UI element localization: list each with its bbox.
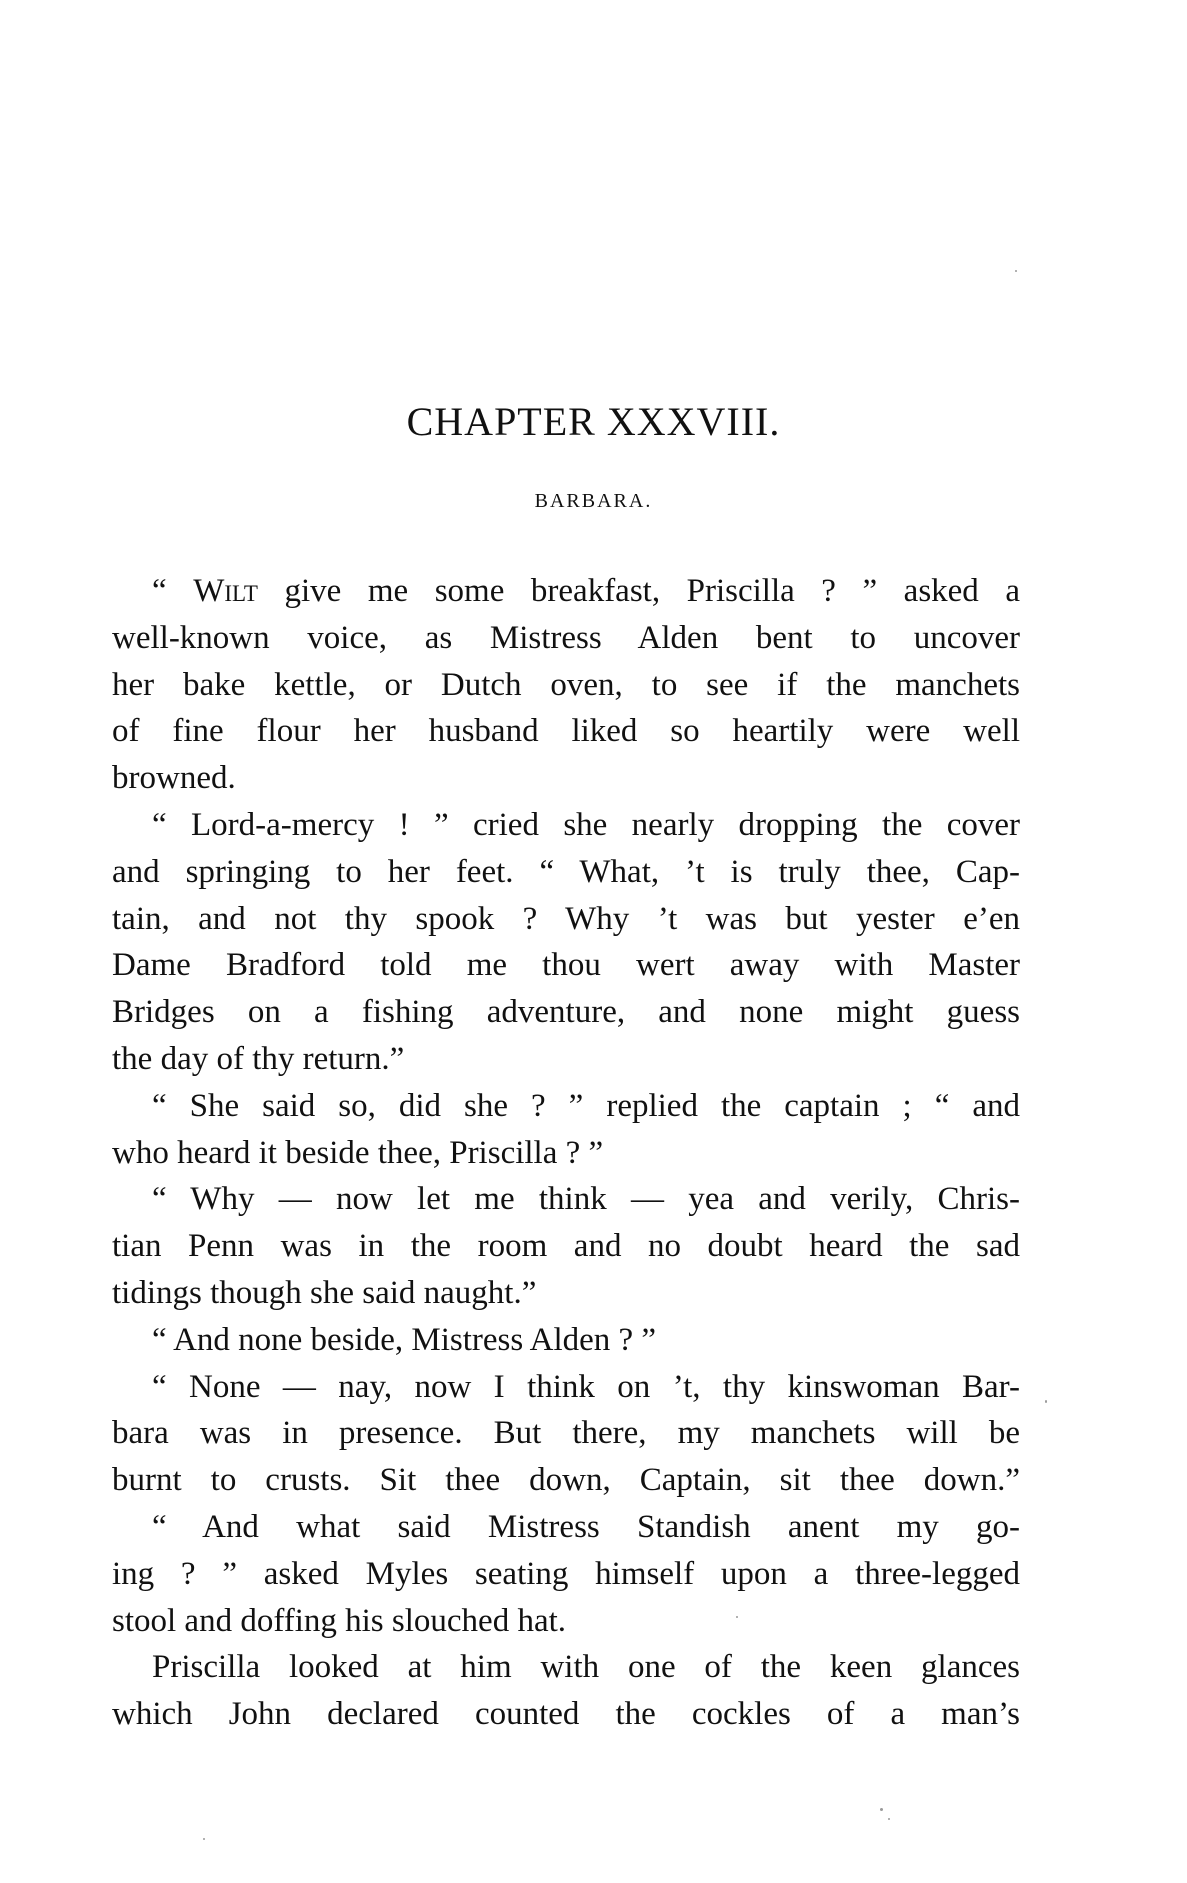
text-line: “ Lord-a-mercy ! ” cried she nearly dropping the cover	[152, 806, 1020, 843]
text-line: well-known voice, as Mistress Alden bent to uncover	[112, 619, 1020, 656]
text-line: tian Penn was in the room and no doubt heard the sad	[112, 1228, 1020, 1265]
text-line: “ Why — now let me think — yea and verily, Chris-	[152, 1181, 1020, 1218]
text-line: “ She said so, did she ? ” replied the captain ; “ and	[152, 1087, 1020, 1124]
text-line: “ None — nay, now I think on ’t, thy kinswoman Bar-	[152, 1368, 1020, 1405]
chapter-subtitle: BARBARA.	[534, 490, 653, 512]
text-line: Bridges on a fishing adventure, and none might guess	[112, 994, 1020, 1031]
paper-speck	[880, 1808, 883, 1811]
text-line: bara was in presence. But there, my manchets will be	[112, 1415, 1020, 1452]
chapter-title: CHAPTER XXXVIII.	[406, 399, 781, 444]
small-caps-word: Wilt	[193, 573, 258, 609]
body-text	[112, 568, 1020, 1738]
text-line: “ And what said Mistress Standish anent my go-	[152, 1508, 1020, 1545]
paper-speck	[888, 1818, 890, 1820]
paper-speck	[736, 1616, 738, 1618]
text-line: the day of thy return.”	[112, 1040, 405, 1077]
text-line: browned.	[112, 760, 236, 797]
text-line: burnt to crusts. Sit thee down, Captain, sit thee down.”	[112, 1462, 1020, 1499]
paper-speck	[203, 1838, 205, 1840]
text-line: who heard it beside thee, Priscilla ? ”	[112, 1134, 604, 1171]
paper-speck	[1045, 1400, 1047, 1403]
text-line: tain, and not thy spook ? Why ’t was but yester e’en	[112, 900, 1020, 937]
text-line: stool and doffing his slouched hat.	[112, 1602, 567, 1639]
text-line: which John declared counted the cockles of a man’s	[112, 1696, 1020, 1733]
text-line: tidings though she said naught.”	[112, 1274, 537, 1311]
text-line: “ Wilt give me some breakfast, Priscilla ? ” asked a	[152, 573, 1020, 609]
paper-speck	[1015, 270, 1017, 272]
text-line: her bake kettle, or Dutch oven, to see if the manchets	[112, 666, 1020, 703]
text-line: and springing to her feet. “ What, ’t is truly thee, Cap-	[112, 853, 1020, 890]
text-line: of fine flour her husband liked so heartily were well	[112, 713, 1020, 750]
text-line: Dame Bradford told me thou wert away with Master	[112, 947, 1020, 984]
text-line: Priscilla looked at him with one of the keen glances	[152, 1649, 1020, 1686]
text-line: ing ? ” asked Myles seating himself upon a three-legged	[112, 1555, 1020, 1592]
text-line: “ And none beside, Mistress Alden ? ”	[152, 1321, 657, 1358]
